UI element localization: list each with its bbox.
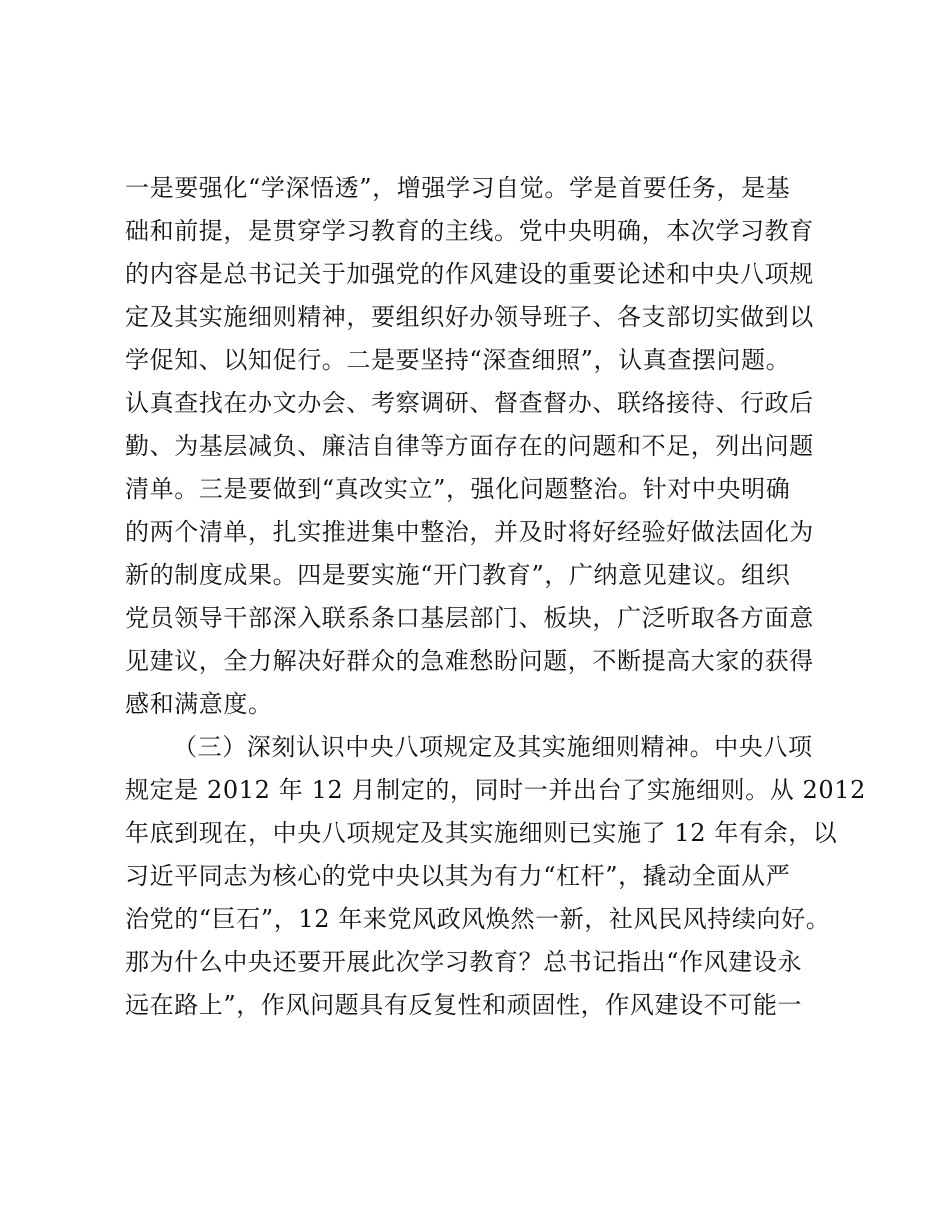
text-line: 础和前提，是贯穿学习教育的主线。党中央明确，本次学习教育 xyxy=(125,217,814,245)
text-line: 那为什么中央还要开展此次学习教育？总书记指出“作风建设永 xyxy=(125,948,803,976)
text-line: 认真查找在办文办会、考察调研、督查督办、联络接待、行政后 xyxy=(125,389,814,417)
text-line: 勤、为基层减负、廉洁自律等方面存在的问题和不足，列出问题 xyxy=(125,432,814,460)
text-line: 远在路上”，作风问题具有反复性和顽固性，作风建设不可能一 xyxy=(125,991,803,1019)
text-line: 治党的“巨石”，12 年来党风政风焕然一新，社风民风持续向好。 xyxy=(125,905,831,933)
section-heading-line: （三）深刻认识中央八项规定及其实施细则精神。中央八项 xyxy=(173,733,813,761)
text-line: 年底到现在，中央八项规定及其实施细则已实施了 12 年有余，以 xyxy=(125,819,838,847)
text-line: 的两个清单，扎实推进集中整治，并及时将好经验好做法固化为 xyxy=(125,518,814,546)
text-line: 感和满意度。 xyxy=(125,690,273,718)
text-line: 党员领导干部深入联系条口基层部门、板块，广泛听取各方面意 xyxy=(125,604,814,632)
text-line: 的内容是总书记关于加强党的作风建设的重要论述和中央八项规 xyxy=(125,260,814,288)
text-line: 规定是 2012 年 12 月制定的，同时一并出台了实施细则。从 2012 xyxy=(125,776,867,804)
text-line: 清单。三是要做到“真改实立”，强化问题整治。针对中央明确 xyxy=(125,475,791,503)
text-line: 新的制度成果。四是要实施“开门教育”，广纳意见建议。组织 xyxy=(125,561,791,589)
text-line: 一是要强化“学深悟透”，增强学习自觉。学是首要任务，是基 xyxy=(125,174,791,202)
text-line: 定及其实施细则精神，要组织好办领导班子、各支部切实做到以 xyxy=(125,303,814,331)
text-line: 见建议，全力解决好群众的急难愁盼问题，不断提高大家的获得 xyxy=(125,647,814,675)
text-line: 学促知、以知促行。二是要坚持“深查细照”，认真查摆问题。 xyxy=(125,346,791,374)
body-text xyxy=(125,167,867,1027)
text-line: 习近平同志为核心的党中央以其为有力“杠杆”，撬动全面从严 xyxy=(125,862,791,890)
